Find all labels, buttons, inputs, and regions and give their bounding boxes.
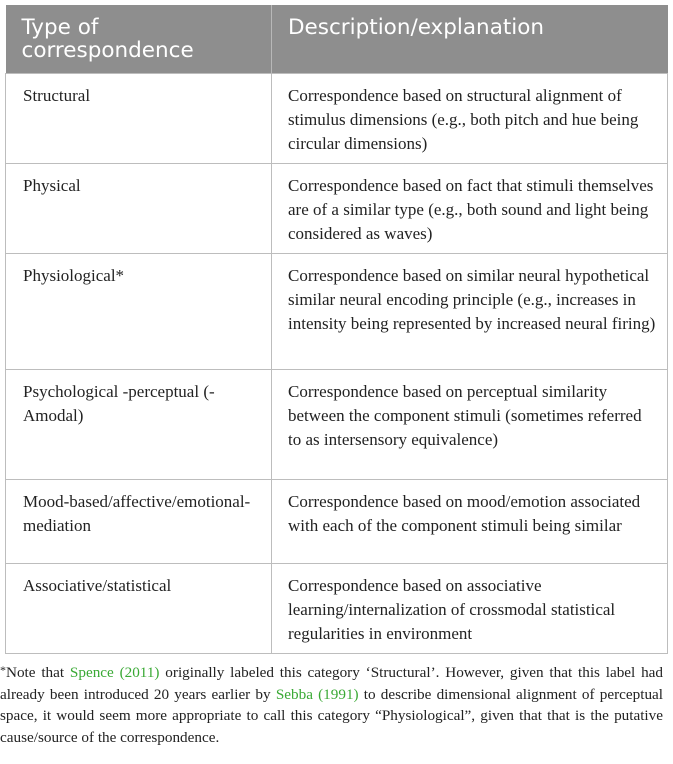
table-header xyxy=(6,5,668,74)
header-type: Type of correspondence xyxy=(6,5,272,74)
row-description: Correspondence based on mood/emotion associated with each of the component stimuli being similar xyxy=(272,480,668,564)
row-type: Structural xyxy=(6,74,272,164)
table-row xyxy=(6,564,668,654)
header-row xyxy=(6,5,668,74)
footnote-text-2: originally labeled this category ‘Structural’. However, given that this label had already been introduced 20 years earlier by xyxy=(0,664,663,703)
reference-link-spence-2011[interactable]: Spence (2011) xyxy=(69,664,160,681)
header-description: Description/explanation xyxy=(272,5,668,74)
row-description: Correspondence based on perceptual similarity between the component stimuli (sometimes referred to as intersensory equivalence) xyxy=(272,370,668,480)
row-description: Correspondence based on similar neural hypothetical similar neural encoding principle (e.g., increases in intensity being represented by increased neural firing) xyxy=(272,254,668,370)
row-description: Correspondence based on structural alignment of stimulus dimensions (e.g., both pitch and hue being circular dimensions) xyxy=(272,74,668,164)
correspondence-table-container xyxy=(5,5,667,654)
table-row xyxy=(6,370,668,480)
row-type: Mood-based/affective/emotional-mediation xyxy=(6,480,272,564)
table-row xyxy=(6,74,668,164)
row-description: Correspondence based on associative learning/internalization of crossmodal statistical regularities in environment xyxy=(272,564,668,654)
footnote-marker: * xyxy=(0,663,6,677)
row-type: Associative/statistical xyxy=(6,564,272,654)
row-type: Psychological -perceptual (-Amodal) xyxy=(6,370,272,480)
row-type: Physiological* xyxy=(6,254,272,370)
table-footnote xyxy=(0,662,663,748)
footnote-text-3: to describe dimensional alignment of perceptual space, it would seem more appropriate to call this category “Physiological”, given that that is the putative cause/source of the correspondence. xyxy=(0,685,664,746)
correspondence-table xyxy=(5,5,668,654)
table-row xyxy=(6,480,668,564)
footnote-text-1: Note that xyxy=(6,664,70,681)
table-row xyxy=(6,254,668,370)
row-description: Correspondence based on fact that stimuli themselves are of a similar type (e.g., both sound and light being considered as waves) xyxy=(272,164,668,254)
reference-link-sebba-1991[interactable]: Sebba (1991) xyxy=(275,685,359,703)
row-type: Physical xyxy=(6,164,272,254)
table-body xyxy=(6,74,668,654)
table-row xyxy=(6,164,668,254)
